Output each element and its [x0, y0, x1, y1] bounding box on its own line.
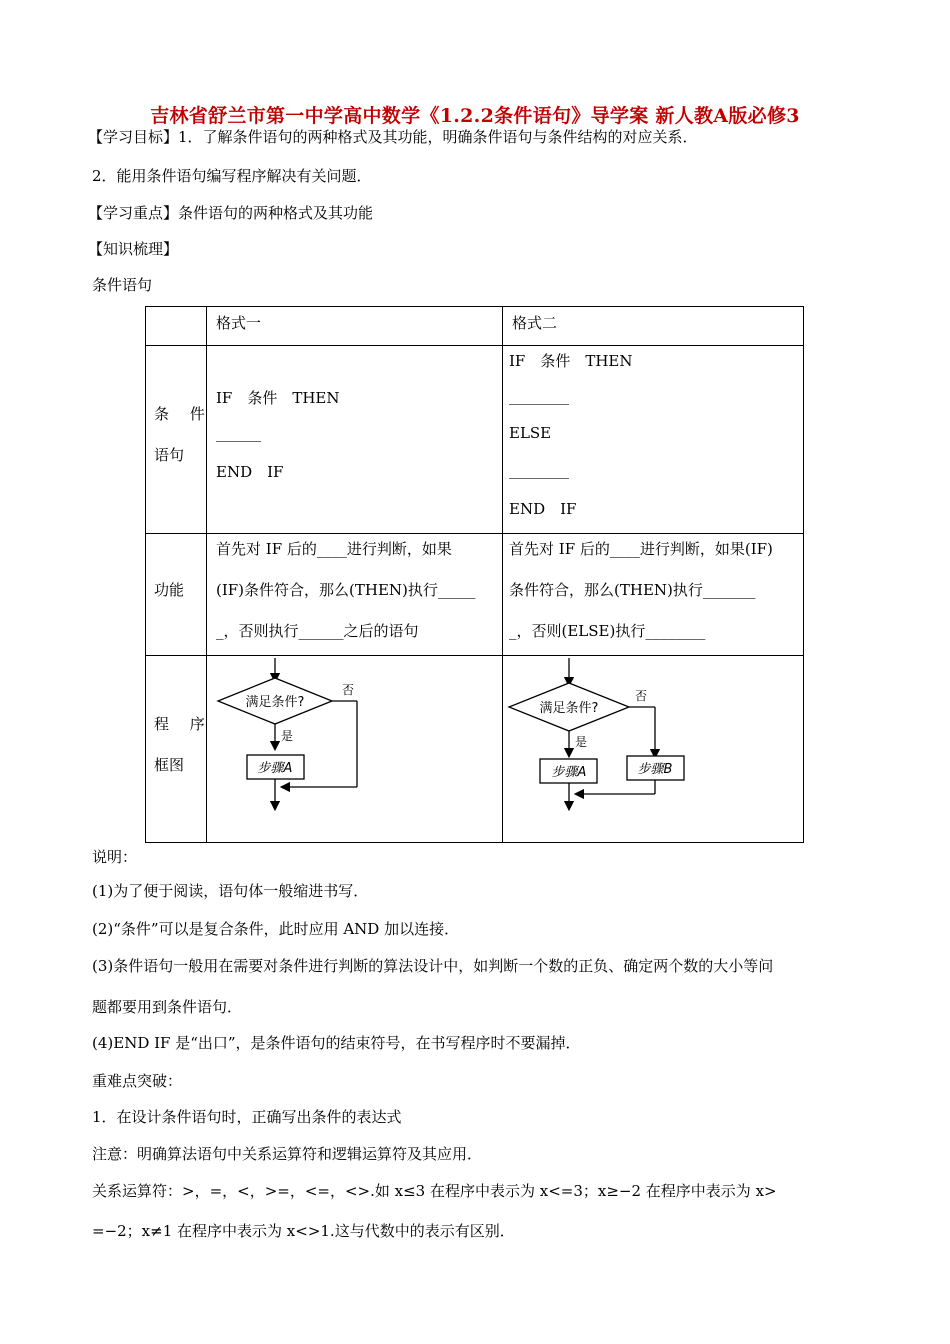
syntax-format-1-cell — [207, 346, 503, 534]
flowchart-label-cell — [146, 656, 213, 843]
note-2: (2)“条件”可以是复合条件，此时应用 AND 加以连接． — [92, 920, 460, 938]
flowchart-format-1-cell — [207, 656, 503, 843]
f2-end-line: END IF — [509, 500, 577, 518]
header-format-2-label: 格式二 — [512, 314, 558, 332]
conditional-statement-table — [145, 306, 804, 843]
note-1: (1)为了便于阅读，语句体一般缩进书写． — [92, 882, 369, 900]
header-empty-cell — [146, 307, 207, 346]
step-a-label-2: 步骤A — [551, 765, 587, 780]
f1-function-line-2: (IF)条件符合，那么(THEN)执行_____ — [216, 581, 476, 599]
note-3-line-2: 题都要用到条件语句． — [92, 998, 243, 1016]
header-format-1-label: 格式一 — [216, 314, 262, 332]
yes-label-2: 是 — [575, 735, 588, 749]
operators-line-2: =−2；x≠1 在程序中表示为 x<>1.这与代数中的表示有区别． — [92, 1222, 515, 1240]
f1-function-line-3: _，否则执行______之后的语句 — [216, 622, 419, 640]
f1-blank-line: ______ — [216, 424, 261, 442]
note-3-line-1: (3)条件语句一般用在需要对条件进行判断的算法设计中，如判断一个数的正负、确定两个数的大小等问 — [92, 957, 774, 975]
f2-function-line-1: 首先对 IF 后的____进行判断，如果(IF) — [509, 540, 773, 558]
syntax-label-2: 语句 — [154, 446, 185, 464]
operators-line-1: 关系运算符：>，=，<，>=，<=，<>.如 x≤3 在程序中表示为 x<=3；x≥−2 在程序中表示为 x> — [92, 1182, 777, 1200]
step-a-label: 步骤A — [257, 761, 293, 776]
f2-else-line: ELSE — [509, 424, 552, 442]
f2-blank-line-1: ________ — [509, 387, 569, 405]
f1-end-line: END IF — [216, 463, 284, 481]
function-format-1-cell — [207, 534, 503, 656]
section-heading: 条件语句 — [92, 276, 153, 294]
note-4: (4)END IF 是“出口”，是条件语句的结束符号，在书写程序时不要漏掉． — [92, 1034, 581, 1052]
f2-function-line-3: _，否则(ELSE)执行________ — [509, 622, 706, 640]
f2-function-line-2: 条件符合，那么(THEN)执行_______ — [509, 581, 756, 599]
function-format-2-cell — [503, 534, 804, 656]
f1-if-line: IF 条件 THEN — [216, 389, 340, 407]
no-label-2: 否 — [635, 689, 648, 703]
f2-blank-line-2: ________ — [509, 461, 569, 479]
header-format-1 — [207, 307, 503, 346]
flowchart-format-1 — [207, 656, 502, 842]
yes-label: 是 — [281, 729, 294, 743]
f1-function-line-1: 首先对 IF 后的____进行判断，如果 — [216, 540, 452, 558]
flowchart-format-2 — [503, 656, 803, 842]
function-label: 功能 — [154, 581, 185, 599]
notes-heading: 说明： — [92, 848, 138, 866]
function-label-cell — [146, 534, 207, 656]
flowchart-label-1: 程 序 — [154, 715, 213, 733]
difficulty-point-1: 1．在设计条件语句时，正确写出条件的表达式 — [92, 1108, 402, 1126]
syntax-label-cell — [146, 346, 213, 534]
key-point-line: 【学习重点】条件语句的两种格式及其功能 — [88, 204, 374, 222]
syntax-label-1: 条 件 — [154, 405, 213, 423]
difficulty-heading: 重难点突破： — [92, 1072, 183, 1090]
objective-line-1: 【学习目标】1．了解条件语句的两种格式及其功能，明确条件语句与条件结构的对应关系． — [88, 128, 698, 146]
header-format-2 — [503, 307, 804, 346]
attention-note: 注意：明确算法语句中关系运算符和逻辑运算符及其应用． — [92, 1145, 483, 1163]
knowledge-heading: 【知识梳理】 — [88, 240, 179, 258]
step-b-label: 步骤B — [637, 762, 673, 777]
syntax-format-2-cell — [503, 346, 804, 534]
decision-label: 满足条件? — [245, 695, 305, 710]
decision-label-2: 满足条件? — [539, 701, 599, 716]
flowchart-label-2: 框图 — [154, 756, 185, 774]
f2-if-line: IF 条件 THEN — [509, 352, 633, 370]
flowchart-format-2-cell — [503, 656, 804, 843]
document-title: 吉林省舒兰市第一中学高中数学《1.2.2条件语句》导学案 新人教A版必修3 — [150, 105, 800, 127]
no-label: 否 — [342, 683, 355, 697]
objective-line-2: 2．能用条件语句编写程序解决有关问题． — [92, 167, 372, 185]
